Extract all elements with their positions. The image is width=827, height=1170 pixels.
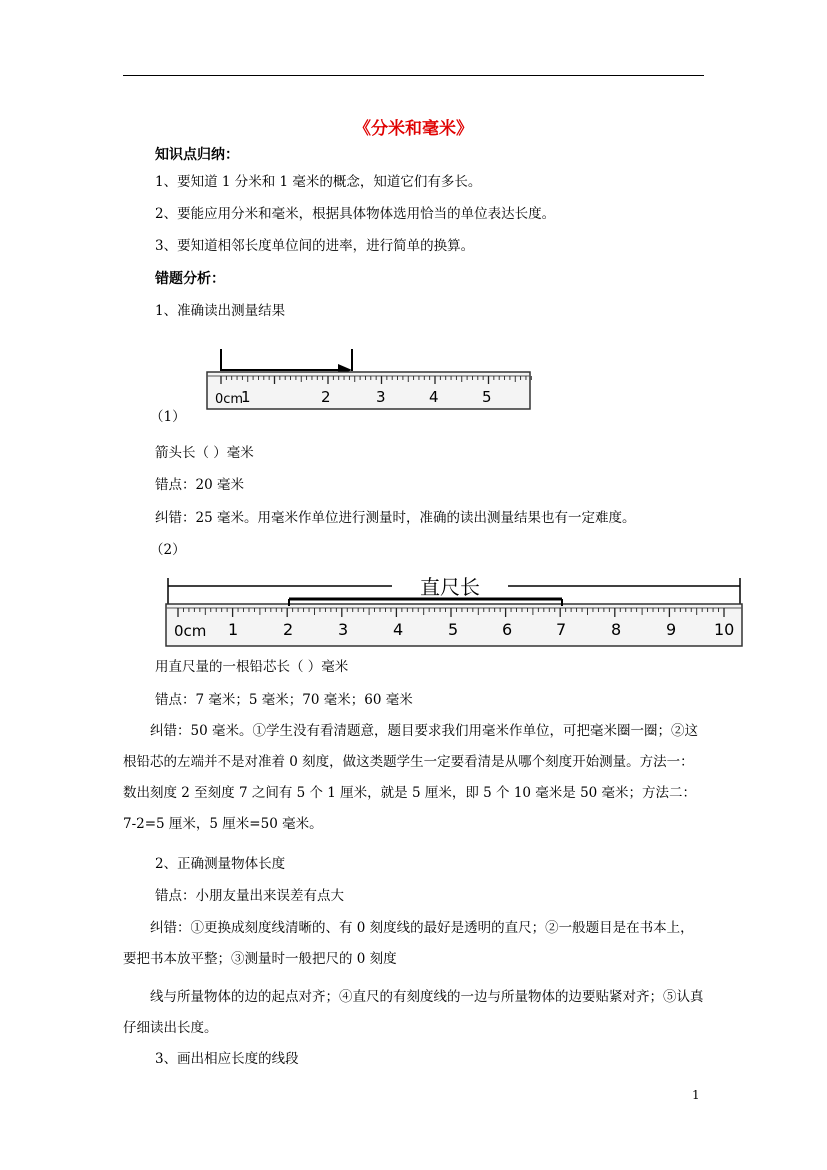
q1-error: 错点：20 毫米: [155, 477, 244, 493]
ruler-caption: 直尺长: [420, 575, 480, 599]
ruler-label: 0cm: [174, 622, 207, 640]
knowledge-item: 3、要知道相邻长度单位间的进率，进行简单的换算。: [155, 238, 475, 254]
q2-fix: 纠错：50 毫米。①学生没有看清题意，题目要求我们用毫米作单位，可把毫米圈一圈；②这根铅芯的左端并不是对准着 0 刻度，做这类题学生一定要看清是从哪个刻度开始测量。方法一：数出刻度 2 至刻度 7 之间有 5 个 1 厘米，就是 5 厘米，即 5 个 10 毫米是 50 毫米；方法二：7-2=5 厘米，5 厘米=50 毫米。: [123, 723, 698, 832]
ruler-body: [166, 599, 742, 646]
error-analysis-heading: 错题分析：: [155, 271, 225, 287]
item2-fix-paragraph-b: [123, 982, 707, 1044]
header-rule: [123, 75, 704, 76]
item3-title: 3、画出相应长度的线段: [155, 1051, 299, 1067]
q1-question: 箭头长（ ）毫米: [155, 445, 254, 461]
ruler-label: 2: [321, 388, 331, 406]
item2-fix-b: 线与所量物体的边的起点对齐；④直尺的有刻度线的一边与所量物体的边要贴紧对齐；⑤认真仔细读出长度。: [123, 989, 704, 1036]
ruler-body: [207, 372, 534, 409]
q2-error: 错点：7 毫米；5 毫米；70 毫米；60 毫米: [155, 692, 413, 708]
question-label: （1）: [150, 409, 186, 425]
item2-fix-paragraph-a: [123, 913, 707, 975]
ruler-label: 1: [241, 388, 251, 406]
ruler-label: 7: [556, 620, 567, 639]
item2-error: 错点：小朋友量出来误差有点大: [155, 888, 344, 904]
ruler-figure-1: [204, 343, 534, 413]
ruler-label: 5: [448, 620, 459, 639]
ruler-label: 5: [482, 388, 492, 406]
item1-title: 1、准确读出测量结果: [155, 303, 286, 319]
ruler-label: 2: [283, 620, 294, 639]
question-label: （2）: [150, 542, 186, 558]
knowledge-heading: 知识点归纳：: [155, 147, 239, 163]
ruler-figure-2: [162, 568, 746, 648]
knowledge-item: 1、要知道 1 分米和 1 毫米的概念，知道它们有多长。: [155, 174, 482, 190]
ruler-label: 10: [714, 620, 735, 639]
ruler-label: 4: [429, 388, 439, 406]
q2-question: 用直尺量的一根铅芯长（ ）毫米: [155, 659, 349, 675]
ruler-label: 9: [666, 620, 677, 639]
ruler-label: 3: [376, 388, 386, 406]
item2-fix-a: 纠错：①更换成刻度线清晰的、有 0 刻度线的最好是透明的直尺；②一般题目是在书本上，要把书本放平整；③测量时一般把尺的 0 刻度: [123, 920, 694, 967]
ruler-label: 6: [502, 620, 513, 639]
knowledge-item: 2、要能应用分米和毫米，根据具体物体选用恰当的单位表达长度。: [155, 206, 556, 222]
item2-title: 2、正确测量物体长度: [155, 856, 286, 872]
page-title: 《分米和毫米》: [354, 119, 473, 139]
q2-fix-paragraph: [123, 716, 707, 840]
ruler-label: 0cm: [215, 392, 244, 407]
page-number: 1: [692, 1088, 700, 1102]
q1-fix: 纠错：25 毫米。用毫米作单位进行测量时，准确的读出测量结果也有一定难度。: [155, 510, 636, 526]
ruler-label: 3: [338, 620, 349, 639]
ruler-label: 4: [393, 620, 404, 639]
ruler-label: 1: [228, 620, 239, 639]
ruler-label: 8: [611, 620, 622, 639]
